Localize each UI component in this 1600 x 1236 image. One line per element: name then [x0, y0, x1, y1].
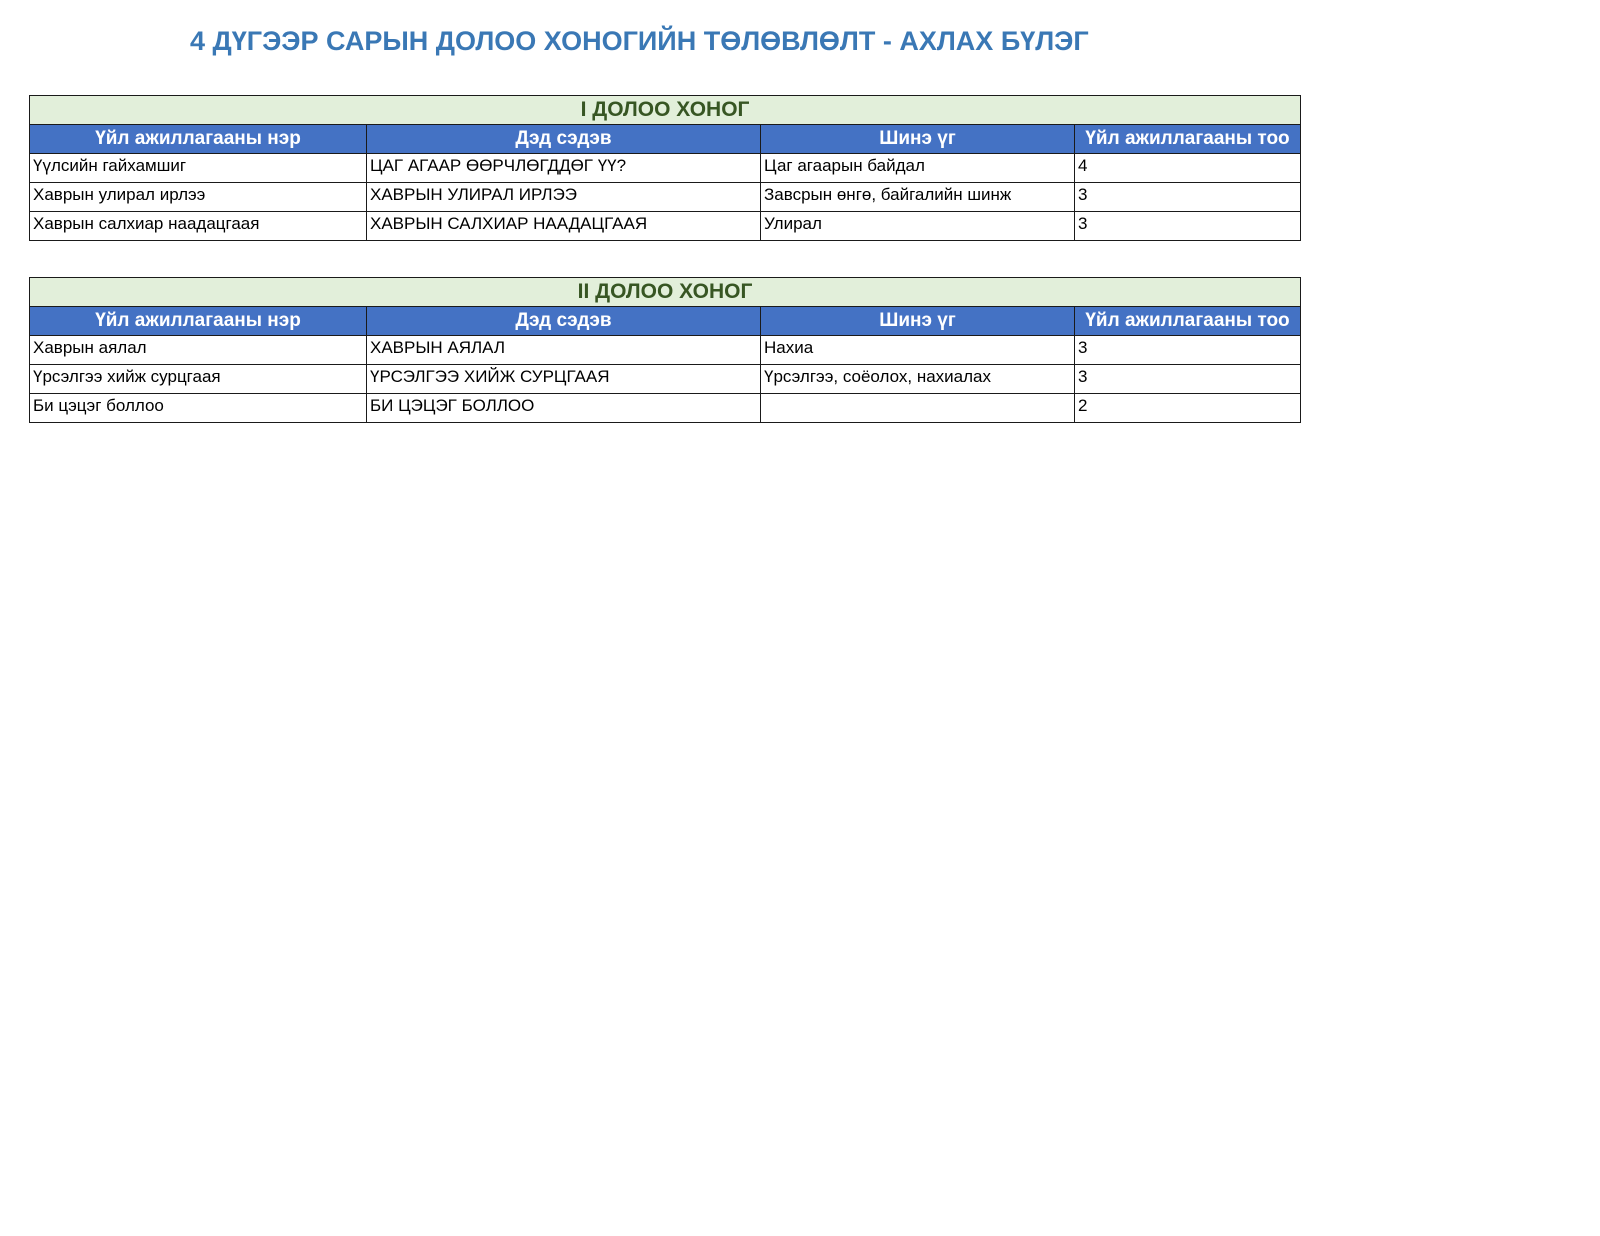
count-cell: 3	[1075, 365, 1301, 394]
column-header-new-word: Шинэ үг	[761, 125, 1075, 154]
activity-cell: Би цэцэг боллоо	[30, 394, 367, 423]
table-row	[30, 212, 1301, 241]
subtopic-cell: ХАВРЫН АЯЛАЛ	[367, 336, 761, 365]
week-heading: I ДОЛОО ХОНОГ	[30, 96, 1301, 125]
count-cell: 2	[1075, 394, 1301, 423]
column-header-activity: Үйл ажиллагааны нэр	[30, 125, 367, 154]
table-row	[30, 336, 1301, 365]
activity-cell: Үүлсийн гайхамшиг	[30, 154, 367, 183]
subtopic-cell: ХАВРЫН УЛИРАЛ ИРЛЭЭ	[367, 183, 761, 212]
column-header-count: Үйл ажиллагааны тоо	[1075, 307, 1301, 336]
new-word-cell: Үрсэлгээ, соёолох, нахиалах	[761, 365, 1075, 394]
activity-cell: Хаврын аялал	[30, 336, 367, 365]
table-row	[30, 154, 1301, 183]
week-heading: II ДОЛОО ХОНОГ	[30, 278, 1301, 307]
subtopic-cell: ХАВРЫН САЛХИАР НААДАЦГААЯ	[367, 212, 761, 241]
page-title: 4 ДҮГЭЭР САРЫН ДОЛОО ХОНОГИЙН ТӨЛӨВЛӨЛТ - АХЛАХ БҮЛЭГ	[190, 26, 1089, 56]
column-header-new-word: Шинэ үг	[761, 307, 1075, 336]
new-word-cell: Нахиа	[761, 336, 1075, 365]
new-word-cell: Цаг агаарын байдал	[761, 154, 1075, 183]
activity-cell: Хаврын улирал ирлээ	[30, 183, 367, 212]
count-cell: 3	[1075, 212, 1301, 241]
activity-cell: Үрсэлгээ хийж сурцгаая	[30, 365, 367, 394]
week-1-table	[29, 95, 1301, 241]
column-header-activity: Үйл ажиллагааны нэр	[30, 307, 367, 336]
new-word-cell	[761, 394, 1075, 423]
table-row	[30, 183, 1301, 212]
table-row	[30, 394, 1301, 423]
subtopic-cell: ЦАГ АГААР ӨӨРЧЛӨГДДӨГ ҮҮ?	[367, 154, 761, 183]
new-word-cell: Улирал	[761, 212, 1075, 241]
table-row	[30, 365, 1301, 394]
subtopic-cell: ҮРСЭЛГЭЭ ХИЙЖ СУРЦГААЯ	[367, 365, 761, 394]
column-header-row	[30, 125, 1301, 154]
count-cell: 3	[1075, 336, 1301, 365]
week-2-table	[29, 277, 1301, 423]
column-header-count: Үйл ажиллагааны тоо	[1075, 125, 1301, 154]
column-header-row	[30, 307, 1301, 336]
count-cell: 4	[1075, 154, 1301, 183]
subtopic-cell: БИ ЦЭЦЭГ БОЛЛОО	[367, 394, 761, 423]
column-header-subtopic: Дэд сэдэв	[367, 125, 761, 154]
count-cell: 3	[1075, 183, 1301, 212]
activity-cell: Хаврын салхиар наадацгаая	[30, 212, 367, 241]
week-header-row	[30, 278, 1301, 307]
new-word-cell: Завсрын өнгө, байгалийн шинж	[761, 183, 1075, 212]
week-header-row	[30, 96, 1301, 125]
column-header-subtopic: Дэд сэдэв	[367, 307, 761, 336]
